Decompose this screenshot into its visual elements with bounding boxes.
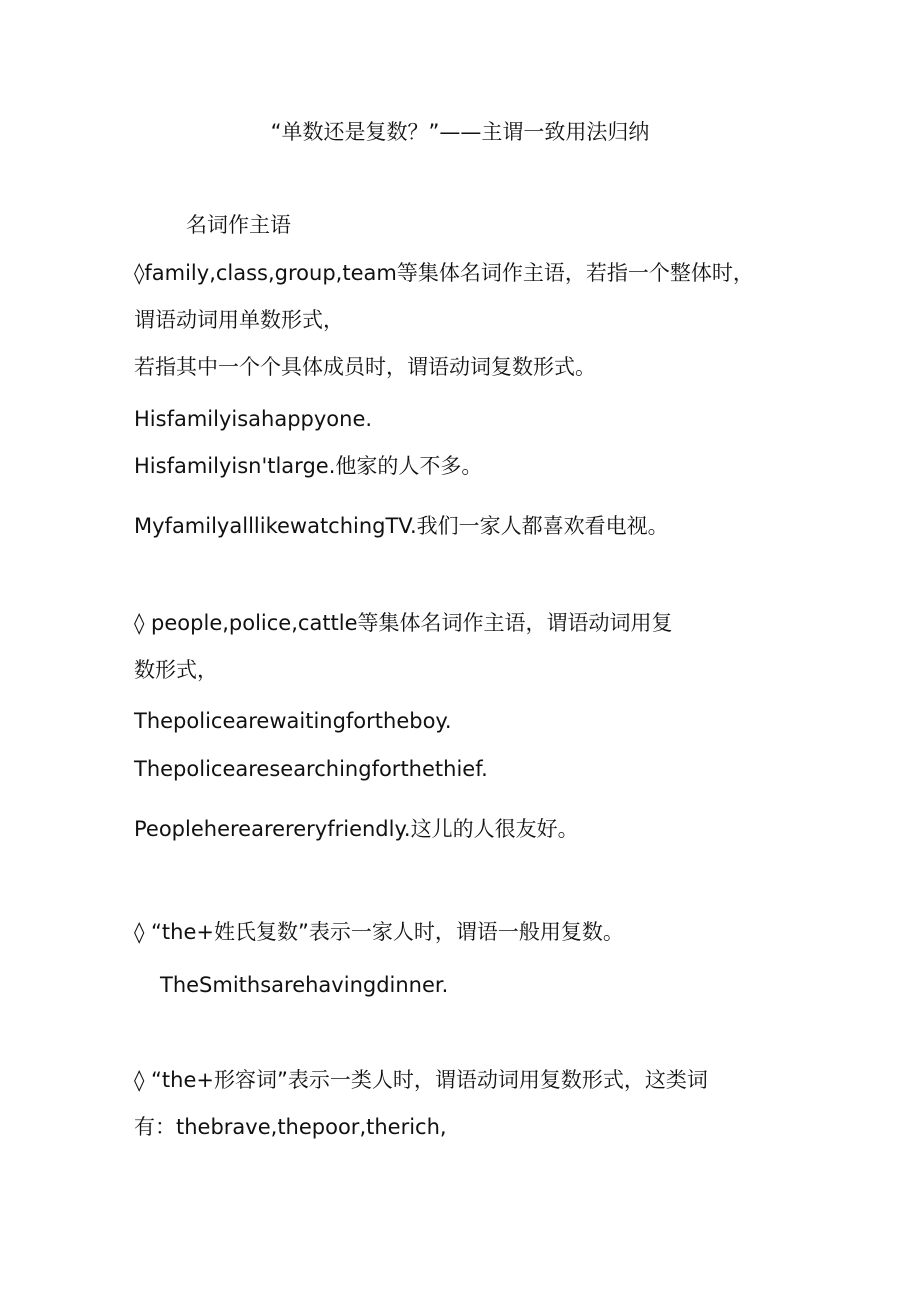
rule4-line2: 有：thebrave,thepoor,therich, xyxy=(134,1115,447,1139)
rule1-example-2: Hisfamilyisn'tlarge.他家的人不多。 xyxy=(134,454,483,478)
rule2-line1: ◊ people,police,cattle等集体名词作主语，谓语动词用复 xyxy=(134,611,673,635)
rule3-line1: ◊ “the+姓氏复数”表示一家人时，谓语一般用复数。 xyxy=(134,920,624,944)
rule1-line2: 谓语动词用单数形式， xyxy=(134,308,344,332)
rule2-example-3: Peopleherearereryfriendly.这儿的人很友好。 xyxy=(134,817,579,841)
rule2-line2: 数形式， xyxy=(134,658,218,682)
section-heading: 名词作主语 xyxy=(186,213,291,237)
rule1-line1: ◊family,class,group,team等集体名词作主语，若指一个整体时， xyxy=(134,261,754,285)
rule2-example-1: Thepolicearewaitingfortheboy. xyxy=(134,709,452,733)
rule2-example-2: Thepolicearesearchingforthethief. xyxy=(134,757,488,781)
rule4-line1: ◊ “the+形容词”表示一类人时，谓语动词用复数形式，这类词 xyxy=(134,1068,708,1092)
rule1-example-1: Hisfamilyisahappyone. xyxy=(134,407,373,431)
rule3-example-1: TheSmithsarehavingdinner. xyxy=(160,973,449,997)
page-title: “单数还是复数？”——主谓一致用法归纳 xyxy=(270,120,650,144)
rule1-example-3: MyfamilyalllikewatchingTV.我们一家人都喜欢看电视。 xyxy=(134,514,669,538)
rule1-line3: 若指其中一个个具体成员时，谓语动词复数形式。 xyxy=(134,355,596,379)
